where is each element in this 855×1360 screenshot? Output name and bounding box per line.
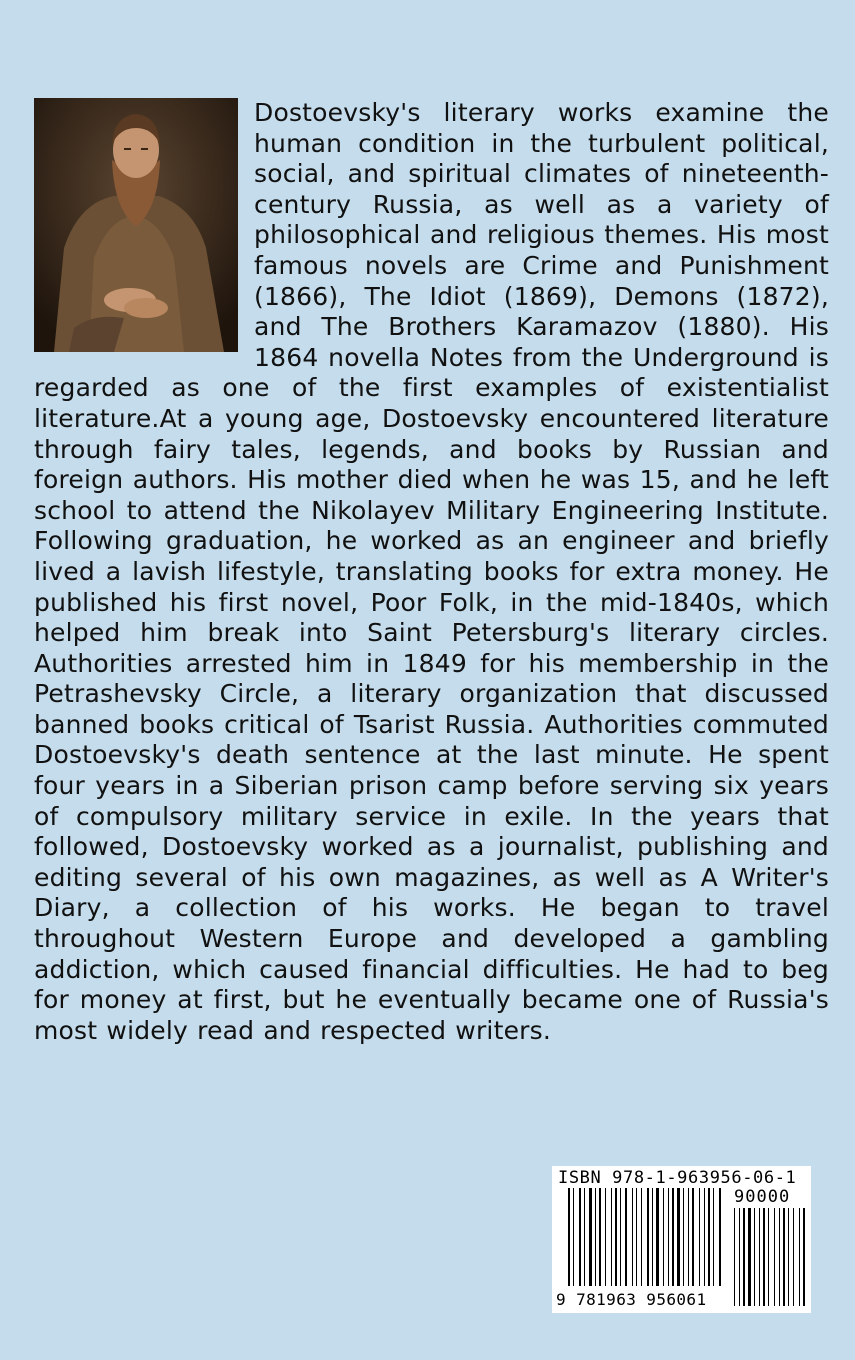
barcode-bar bbox=[688, 1188, 689, 1286]
barcode-bar bbox=[599, 1188, 601, 1286]
barcode-bar bbox=[672, 1188, 674, 1286]
barcode-bar bbox=[719, 1188, 721, 1286]
barcode-bar bbox=[652, 1188, 653, 1286]
portrait-painting bbox=[34, 98, 238, 352]
barcode-bar bbox=[589, 1188, 592, 1286]
addon-bar bbox=[783, 1208, 785, 1306]
barcode-bar bbox=[625, 1188, 627, 1286]
barcode-bar bbox=[632, 1188, 633, 1286]
barcode-bar bbox=[647, 1188, 649, 1286]
addon-bar bbox=[793, 1208, 794, 1306]
barcode-bar bbox=[615, 1188, 617, 1286]
addon-bar bbox=[748, 1208, 751, 1306]
addon-bar bbox=[799, 1208, 800, 1306]
ean-digits: 9 781963 956061 bbox=[556, 1290, 707, 1309]
author-portrait bbox=[34, 98, 238, 352]
barcode-bar bbox=[584, 1188, 585, 1286]
isbn-label: ISBN 978-1-963956-06-1 bbox=[558, 1168, 797, 1188]
barcode-bar bbox=[699, 1188, 700, 1286]
addon-bar bbox=[743, 1208, 745, 1306]
addon-bar bbox=[734, 1208, 735, 1306]
barcode-bar bbox=[668, 1188, 669, 1286]
barcode-bar bbox=[611, 1188, 612, 1286]
addon-bar bbox=[754, 1208, 755, 1306]
barcode-bar bbox=[692, 1188, 694, 1286]
addon-bar bbox=[803, 1208, 805, 1306]
addon-bar bbox=[774, 1208, 775, 1306]
addon-bar bbox=[763, 1208, 765, 1306]
barcode-bar bbox=[713, 1188, 714, 1286]
barcode-bar bbox=[704, 1188, 705, 1286]
addon-bar bbox=[779, 1208, 780, 1306]
barcode-bar bbox=[579, 1188, 581, 1286]
price-code: 90000 bbox=[734, 1187, 791, 1207]
biography-text: Dostoevsky's literary works examine the human condition in the turbulent political, social, and spiritual climates of nineteenth-century Russia, as well as a variety of philosophical and religious themes. His most famous novels are Crime and Punishment (1866), The Idiot (1869), Demons (1872), and The Brothers Karamazov (1880). His 1864 novella Notes from the Underground is regarded as one of the first examples of existentialist literature.At a young age, Dostoevsky encountered literature through fairy tales, legends, and books by Russian and foreign authors. His mother died when he was 15, and he left school to attend the Nikolayev Military Engineering Institute. Following graduation, he worked as an engineer and briefly lived a lavish lifestyle, translating books for extra money. He published his first novel, Poor Folk, in the mid-1840s, which helped him break into Saint Petersburg's literary circles. Authorities arrested him in 1849 for his membership in the Petrashevsky Circle, a literary organization that discussed banned books critical of Tsarist Russia. Authorities commuted Dostoevsky's death sentence at the last minute. He spent four years in a Siberian prison camp before serving six years of compulsory military service in exile. In the years that followed, Dostoevsky worked as a journalist, publishing and editing several of his own magazines, as well as A Writer's Diary, a collection of his works. He began to travel throughout Western Europe and developed a gambling addiction, which caused financial difficulties. He had to beg for money at first, but he eventually became one of Russia's most widely read and respected writers. bbox=[34, 98, 829, 1045]
barcode-bar bbox=[605, 1188, 606, 1286]
barcode-bar bbox=[683, 1188, 684, 1286]
addon-bar bbox=[788, 1208, 789, 1306]
author-biography bbox=[34, 98, 829, 1046]
barcode-bar bbox=[656, 1188, 659, 1286]
barcode-bar bbox=[636, 1188, 637, 1286]
barcode-bar bbox=[677, 1188, 680, 1286]
addon-bar bbox=[739, 1208, 740, 1306]
addon-bar bbox=[768, 1208, 769, 1306]
barcode-bar bbox=[568, 1188, 570, 1286]
addon-bar bbox=[759, 1208, 760, 1306]
barcode-bar bbox=[708, 1188, 710, 1286]
barcode-bar bbox=[641, 1188, 642, 1286]
barcode-bar bbox=[595, 1188, 596, 1286]
barcode-bar bbox=[573, 1188, 574, 1286]
barcode-bar bbox=[663, 1188, 664, 1286]
barcode-bar bbox=[620, 1188, 621, 1286]
isbn-barcode bbox=[552, 1166, 811, 1313]
